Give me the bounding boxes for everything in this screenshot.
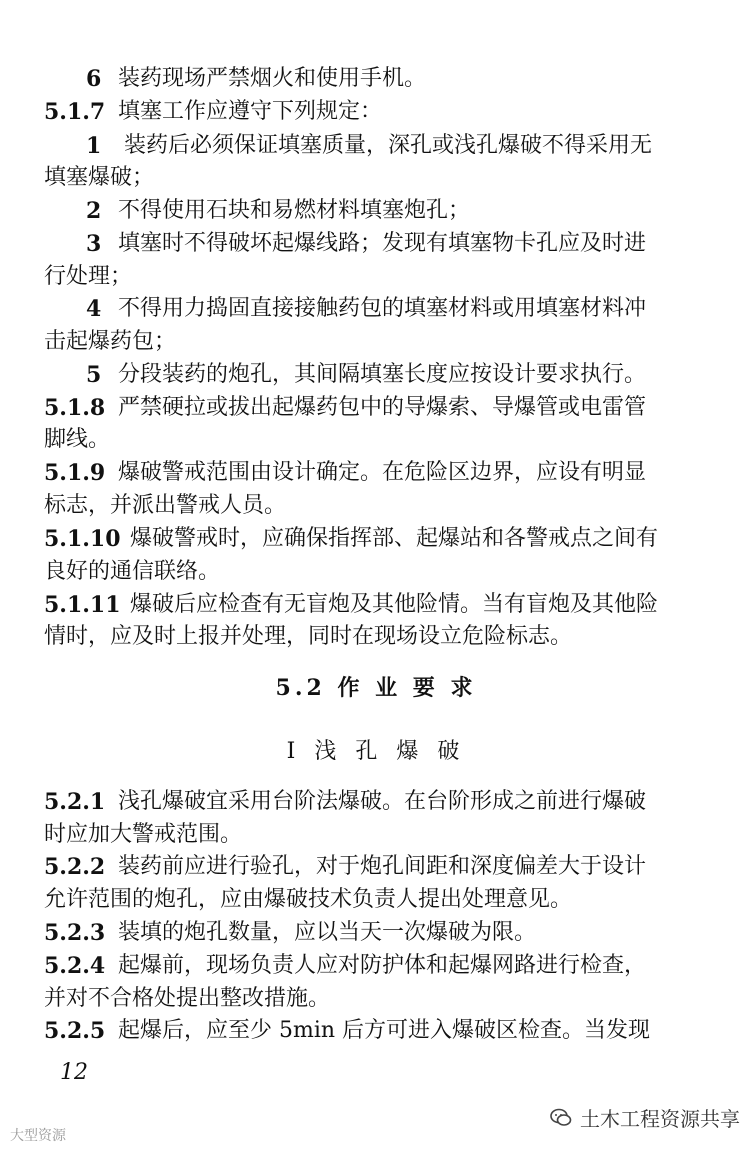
line-text: 并对不合格处提出整改措施。 xyxy=(44,986,331,1011)
line-text: 情时，应及时上报并处理，同时在现场设立危险标志。 xyxy=(44,624,573,649)
item-number: 1 xyxy=(86,133,102,159)
line-text: 标志，并派出警戒人员。 xyxy=(44,493,287,518)
item-number: 6 xyxy=(86,66,102,92)
line-text: 装填的炮孔数量，应以当天一次爆破为限。 xyxy=(118,920,537,945)
watermark-left xyxy=(10,1125,66,1145)
clause-number: 5.2.4 xyxy=(44,953,106,979)
line-text: 装药后必须保证填塞质量，深孔或浅孔爆破不得采用无 xyxy=(124,133,653,158)
line-text: 装药前应进行验孔，对于炮孔间距和深度偏差大于设计 xyxy=(118,854,647,879)
line-text: 时应加大警戒范围。 xyxy=(44,822,243,847)
line-text: 行处理； xyxy=(44,264,133,289)
line-text: 爆破警戒时，应确保指挥部、起爆站和各警戒点之间有 xyxy=(130,526,659,551)
watermark-right xyxy=(550,1103,740,1132)
watermark-right-text: 土木工程资源共享 xyxy=(580,1107,740,1131)
line-text: 浅孔爆破宜采用台阶法爆破。在台阶形成之前进行爆破 xyxy=(118,789,647,814)
line-text: 填塞时不得破坏起爆线路；发现有填塞物卡孔应及时进 xyxy=(118,231,647,256)
line-text: 填塞爆破； xyxy=(44,165,155,190)
line-text: 填塞工作应遵守下列规定： xyxy=(118,99,383,124)
clause-number: 5.1.9 xyxy=(44,460,106,486)
line-text: 击起爆药包； xyxy=(44,329,177,354)
line-text: 起爆前，现场负责人应对防护体和起爆网路进行检查， xyxy=(118,953,647,978)
item-number: 5 xyxy=(86,362,102,388)
item-number: 4 xyxy=(86,296,102,322)
line-text: 爆破后应检查有无盲炮及其他险情。当有盲炮及其他险 xyxy=(130,592,659,617)
clause-number: 5.1.8 xyxy=(44,395,106,421)
subsection-heading: I 浅 孔 爆 破 xyxy=(286,739,466,764)
clause-number: 5.2.1 xyxy=(44,789,106,815)
clause-number: 5.1.10 xyxy=(44,526,121,552)
line-text: 脚线。 xyxy=(44,427,111,452)
clause-number: 5.1.7 xyxy=(44,99,106,125)
clause-number: 5.1.11 xyxy=(44,592,121,618)
line-text: 不得使用石块和易燃材料填塞炮孔； xyxy=(118,198,471,223)
item-number: 3 xyxy=(86,231,102,257)
watermark-left-text: 大型资源 xyxy=(10,1128,66,1144)
clause-number: 5.2.3 xyxy=(44,920,106,946)
clause-number: 5.2.5 xyxy=(44,1018,106,1044)
line-text: 不得用力捣固直接接触药包的填塞材料或用填塞材料冲 xyxy=(118,296,647,321)
line-text: 分段装药的炮孔，其间隔填塞长度应按设计要求执行。 xyxy=(118,362,647,387)
page-number: 12 xyxy=(60,1060,88,1085)
line-text: 起爆后，应至少 5min 后方可进入爆破区检查。当发现 xyxy=(118,1018,651,1043)
wechat-icon xyxy=(550,1107,572,1129)
line-text: 严禁硬拉或拔出起爆药包中的导爆索、导爆管或电雷管 xyxy=(118,395,647,420)
clause-number: 5.2.2 xyxy=(44,854,106,880)
line-text: 允许范围的炮孔，应由爆破技术负责人提出处理意见。 xyxy=(44,887,573,912)
item-number: 2 xyxy=(86,198,102,224)
line-text: 良好的通信联络。 xyxy=(44,559,221,584)
line-text: 装药现场严禁烟火和使用手机。 xyxy=(118,66,427,91)
line-text: 爆破警戒范围由设计确定。在危险区边界，应设有明显 xyxy=(118,460,647,485)
section-heading: 5.2 作 业 要 求 xyxy=(275,675,477,701)
